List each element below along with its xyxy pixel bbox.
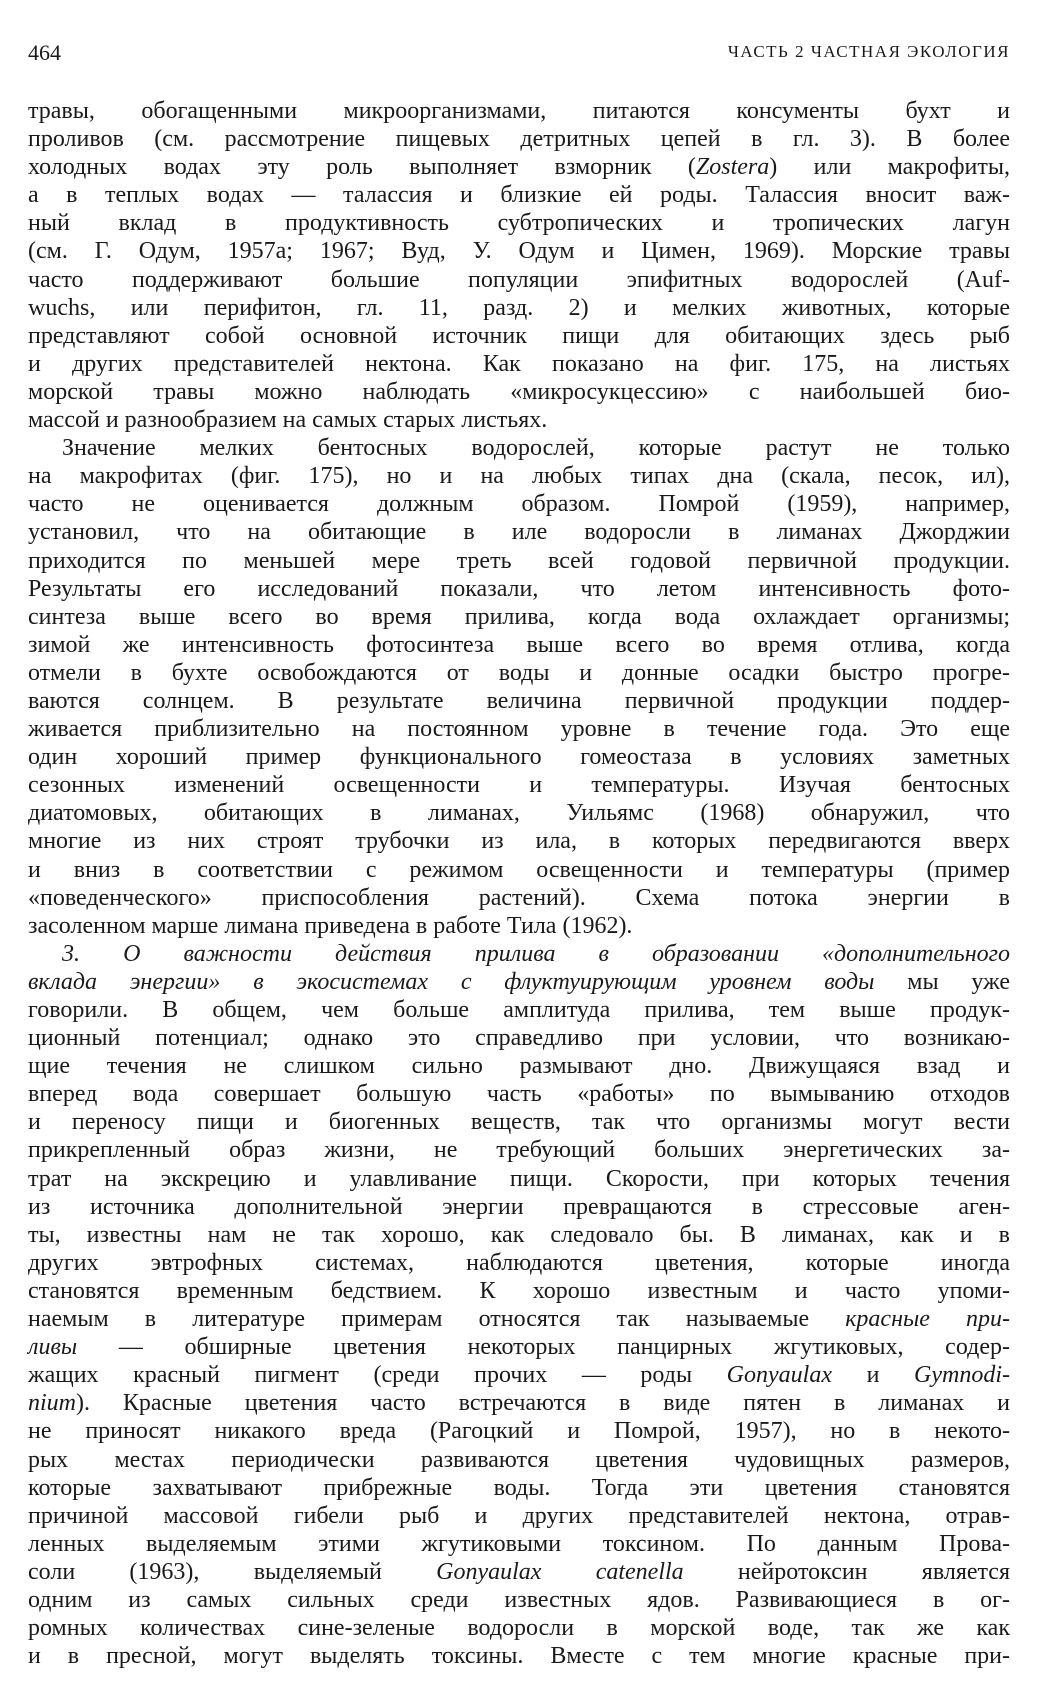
text-line	[28, 1165, 1010, 1193]
text-segment: зимой же интенсивность фотосинтеза выше всего во время отлива, когда	[28, 631, 1010, 658]
text-line	[28, 294, 1010, 322]
italic-text: 3. О важности действия прилива в образовании «дополнительного	[62, 940, 1010, 967]
text-line	[28, 1614, 1010, 1642]
text-line	[28, 1530, 1010, 1558]
text-segment: массой и разнообразием на самых старых листьях.	[28, 407, 548, 434]
text-segment: жащих красный пигмент (среди прочих — роды	[28, 1362, 727, 1389]
text-segment: Результаты его исследований показали, что летом интенсивность фото-	[28, 575, 1010, 602]
text-segment: один хороший пример функционального гомеостаза в условиях заметных	[28, 744, 1010, 771]
text-line	[28, 912, 1010, 940]
text-segment: причиной массовой гибели рыб и других представителей нектона, отрав-	[28, 1502, 1010, 1529]
text-line	[28, 687, 1010, 715]
text-segment: которые захватывают прибрежные воды. Тогда эти цветения становятся	[28, 1474, 1010, 1501]
text-segment: а в теплых водах — талассия и близкие ей роды. Талассия вносит важ-	[28, 182, 1010, 209]
text-line	[28, 1249, 1010, 1277]
text-line	[28, 771, 1010, 799]
text-line	[28, 827, 1010, 855]
text-line	[28, 659, 1010, 687]
text-line	[28, 1080, 1010, 1108]
text-segment: щие течения не слишком сильно размывают дно. Движущаяся взад и	[28, 1053, 1010, 1080]
italic-text: вклада энергии» в экосистемах с флуктуирующим уровнем воды	[28, 968, 875, 995]
text-line	[28, 181, 1010, 209]
text-line	[28, 322, 1010, 350]
text-line	[28, 856, 1010, 884]
text-segment: и других представителей нектона. Как показано на фиг. 175, на листьях	[28, 350, 1010, 377]
text-line	[28, 378, 1010, 406]
text-segment: часто не оценивается должным образом. Помрой (1959), например,	[28, 491, 1010, 518]
text-line	[28, 1305, 1010, 1333]
paragraph	[28, 940, 1010, 1670]
text-line	[28, 1193, 1010, 1221]
text-line	[28, 1221, 1010, 1249]
italic-text: Gymnodi-	[914, 1362, 1010, 1389]
body-text	[28, 97, 1010, 1670]
text-segment: рых местах периодически развиваются цветения чудовищных размеров,	[28, 1446, 1010, 1473]
text-line	[28, 1136, 1010, 1164]
text-segment: и вниз в соответствии с режимом освещенности и температуры (пример	[28, 856, 1010, 883]
text-segment: диатомовых, обитающих в лиманах, Уильямс (1968) обнаружил, что	[28, 800, 1010, 827]
text-line	[28, 1417, 1010, 1445]
italic-text: красные при-	[845, 1306, 1010, 1333]
text-line	[28, 631, 1010, 659]
text-line	[28, 996, 1010, 1024]
paragraph	[28, 434, 1010, 940]
text-line	[28, 1502, 1010, 1530]
text-segment: установил, что на обитающие в иле водоросли в лиманах Джорджии	[28, 519, 1010, 546]
text-segment: ленных выделяемым этими жгутиковыми токсином. По данным Прова-	[28, 1530, 1010, 1557]
running-head: ЧАСТЬ 2 ЧАСТНАЯ ЭКОЛОГИЯ	[727, 42, 1010, 61]
text-segment: живается приблизительно на постоянном уровне в течение года. Это еще	[28, 716, 1010, 743]
text-line	[28, 743, 1010, 771]
text-line	[28, 97, 1010, 125]
text-segment: и в пресной, могут выделять токсины. Вместе с тем многие красные при-	[28, 1643, 1010, 1670]
text-segment: холодных водах эту роль выполняет взморник (	[28, 154, 696, 181]
text-segment: ты, известны нам не так хорошо, как следовало бы. В лиманах, как и в	[28, 1221, 1010, 1248]
text-segment: становятся временным бедствием. К хорошо известным и часто упоми-	[28, 1277, 1010, 1304]
text-segment: прикрепленный образ жизни, не требующий больших энергетических за-	[28, 1137, 1010, 1164]
text-line	[28, 462, 1010, 490]
text-segment: часто поддерживают большие популяции эпифитных водорослей (Auf-	[28, 266, 1010, 293]
italic-text: Zostera	[695, 154, 770, 181]
text-line	[28, 1642, 1010, 1670]
text-segment: «поведенческого» приспособления растений). Схема потока энергии в	[28, 884, 1010, 911]
text-line	[28, 575, 1010, 603]
text-segment: не приносят никакого вреда (Рагоцкий и Помрой, 1957), но в некото-	[28, 1418, 1010, 1445]
text-segment: ) или макрофиты,	[769, 154, 1010, 181]
paragraph	[28, 97, 1010, 434]
text-line	[28, 1108, 1010, 1136]
text-segment: представляют собой основной источник пищи для обитающих здесь рыб	[28, 322, 1010, 349]
text-segment: морской травы можно наблюдать «микросукцессию» с наибольшей био-	[28, 378, 1010, 405]
text-segment: других эвтрофных системах, наблюдаются цветения, которые иногда	[28, 1249, 1010, 1276]
text-segment: ваются солнцем. В результате величина первичной продукции поддер-	[28, 687, 1010, 714]
text-line	[28, 799, 1010, 827]
text-segment: мы уже	[874, 968, 1010, 995]
text-segment: нейротоксин является	[683, 1558, 1010, 1585]
text-segment: проливов (см. рассмотрение пищевых детритных цепей в гл. 3). В более	[28, 126, 1010, 153]
text-segment: засоленном марше лимана приведена в работе Тила (1962).	[28, 912, 633, 939]
text-line	[28, 968, 1010, 996]
italic-text: nium	[28, 1390, 76, 1417]
text-line	[28, 153, 1010, 181]
text-line	[28, 547, 1010, 575]
text-line	[28, 1474, 1010, 1502]
text-line	[28, 1277, 1010, 1305]
text-line	[28, 1333, 1010, 1361]
text-segment: и	[831, 1362, 915, 1389]
text-segment: сезонных изменений освещенности и температуры. Изучая бентосных	[28, 772, 1010, 799]
text-line	[28, 1558, 1010, 1586]
italic-text: ливы	[28, 1334, 78, 1361]
text-line	[28, 715, 1010, 743]
text-segment: приходится по меньшей мере треть всей годовой первичной продукции.	[28, 547, 1010, 574]
text-segment: наемым в литературе примерам относятся так называемые	[28, 1306, 846, 1333]
text-segment: ромных количествах сине-зеленые водоросли в морской воде, так же как	[28, 1615, 1010, 1642]
text-line	[28, 406, 1010, 434]
text-line	[28, 125, 1010, 153]
text-line	[28, 1024, 1010, 1052]
text-segment: травы, обогащенными микроорганизмами, питаются консументы бухт и	[28, 98, 1010, 124]
text-segment: wuchs, или перифитон, гл. 11, разд. 2) и мелких животных, которые	[28, 294, 1010, 321]
text-segment: трат на экскрецию и улавливание пищи. Скорости, при которых течения	[28, 1165, 1010, 1192]
text-segment: многие из них строят трубочки из ила, в которых передвигаются вверх	[28, 828, 1010, 855]
text-line	[28, 266, 1010, 294]
text-segment: и переносу пищи и биогенных веществ, так что организмы могут вести	[28, 1109, 1010, 1136]
text-line	[28, 209, 1010, 237]
page-header	[28, 40, 1010, 70]
text-segment: Значение мелких бентосных водорослей, которые растут не только	[62, 435, 1010, 462]
text-line	[28, 434, 1010, 462]
text-line	[28, 490, 1010, 518]
text-line	[28, 1361, 1010, 1389]
text-line	[28, 1446, 1010, 1474]
text-line	[28, 1586, 1010, 1614]
text-segment: вперед вода совершает большую часть «работы» по вымыванию отходов	[28, 1081, 1010, 1108]
text-line	[28, 940, 1010, 968]
text-segment: ). Красные цветения часто встречаются в виде пятен в лиманах и	[76, 1390, 1010, 1417]
text-line	[28, 1052, 1010, 1080]
text-segment: — обширные цветения некоторых панцирных жгутиковых, содер-	[77, 1334, 1010, 1361]
text-segment: на макрофитах (фиг. 175), но и на любых типах дна (скала, песок, ил),	[28, 463, 1010, 490]
italic-text: Gonyaulax	[726, 1362, 832, 1389]
text-segment: ный вклад в продуктивность субтропических и тропических лагун	[28, 210, 1010, 237]
text-line	[28, 518, 1010, 546]
text-segment: (см. Г. Одум, 1957а; 1967; Вуд, У. Одум и Цимен, 1969). Морские травы	[28, 238, 1010, 265]
italic-text: Gonyaulax catenella	[436, 1558, 684, 1585]
text-line	[28, 350, 1010, 378]
text-line	[28, 1389, 1010, 1417]
text-line	[28, 237, 1010, 265]
text-line	[28, 603, 1010, 631]
text-line	[28, 884, 1010, 912]
text-segment: отмели в бухте освобождаются от воды и донные осадки быстро прогре-	[28, 659, 1010, 686]
text-segment: ционный потенциал; однако это справедливо при условии, что возникаю-	[28, 1025, 1010, 1052]
text-segment: говорили. В общем, чем больше амплитуда прилива, тем выше продук-	[28, 997, 1010, 1023]
text-segment: одним из самых сильных среди известных ядов. Развивающиеся в ог-	[28, 1586, 1010, 1613]
text-segment: из источника дополнительной энергии превращаются в стрессовые аген-	[28, 1193, 1010, 1220]
text-segment: соли (1963), выделяемый	[28, 1558, 437, 1585]
text-segment: синтеза выше всего во время прилива, когда вода охлаждает организмы;	[28, 603, 1010, 630]
page-number: 464	[28, 40, 61, 65]
